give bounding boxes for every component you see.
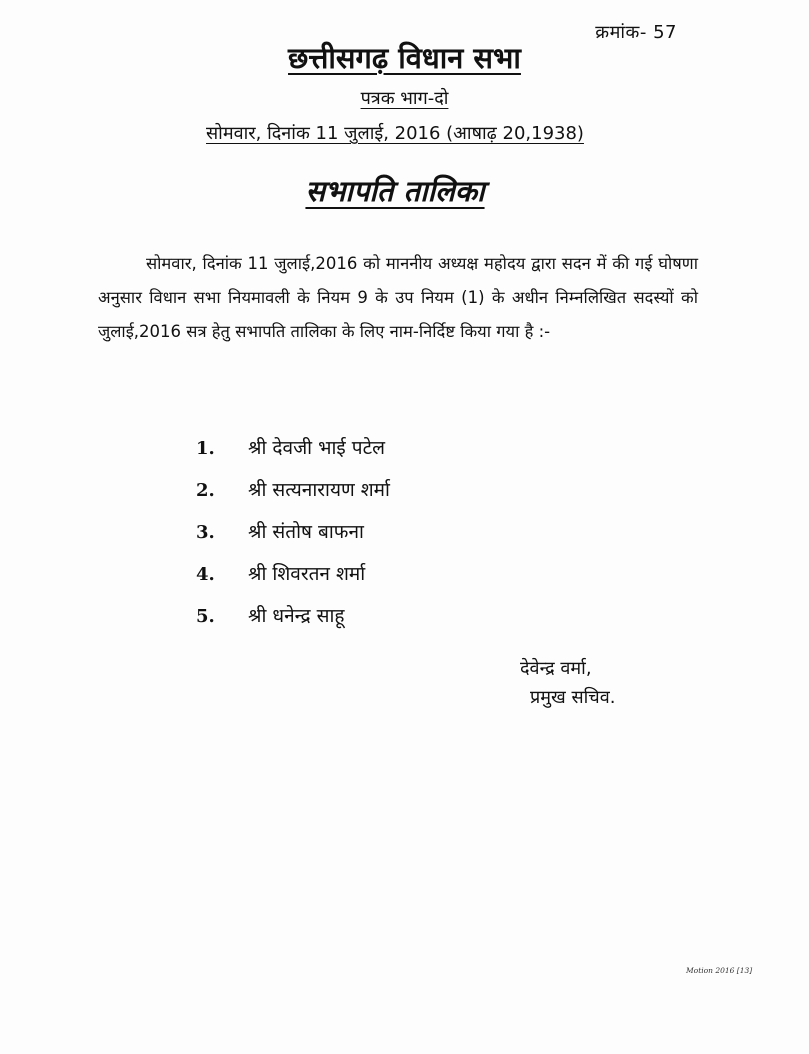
body-paragraph: सोमवार, दिनांक 11 जुलाई,2016 को माननीय अध्यक्ष महोदय द्वारा सदन में की गई घोषणा अनुसार विधान सभा नियमावली के नियम 9 के उप नियम (1) के अधीन निम्नलिखित सदस्यों को जुलाई,2016 सत्र हेतु सभापति तालिका के लिए नाम-निर्दिष्ट किया गया है :- [98,254,698,341]
member-item [196,434,390,476]
signatory-name: देवेन्द्र वर्मा, [520,658,592,679]
member-list [196,434,390,644]
date-line: सोमवार, दिनांक 11 जुलाई, 2016 (आषाढ़ 20,1938) [206,123,584,144]
member-number: 4. [196,564,215,585]
serial-number: क्रमांक- 57 [595,22,677,43]
member-name: श्री देवजी भाई पटेल [248,437,386,459]
member-number: 5. [196,606,215,627]
member-name: श्री शिवरतन शर्मा [248,563,366,585]
member-number: 2. [196,480,215,501]
member-name: श्री धनेन्द्र साहू [248,605,345,627]
member-number: 3. [196,522,215,543]
member-item [196,602,390,644]
document-title: सभापति तालिका [305,174,485,208]
assembly-name: छत्तीसगढ़ विधान सभा [288,41,521,75]
member-item [196,476,390,518]
member-number: 1. [196,438,215,459]
member-item [196,518,390,560]
member-name: श्री सत्यनारायण शर्मा [248,479,390,501]
member-item [196,560,390,602]
bulletin-part: पत्रक भाग-दो [360,88,449,109]
signature-block [520,654,615,712]
member-name: श्री संतोष बाफना [248,521,364,543]
signatory-designation: प्रमुख सचिव. [530,687,616,708]
footer-reference: Motion 2016 [13] [686,966,753,975]
